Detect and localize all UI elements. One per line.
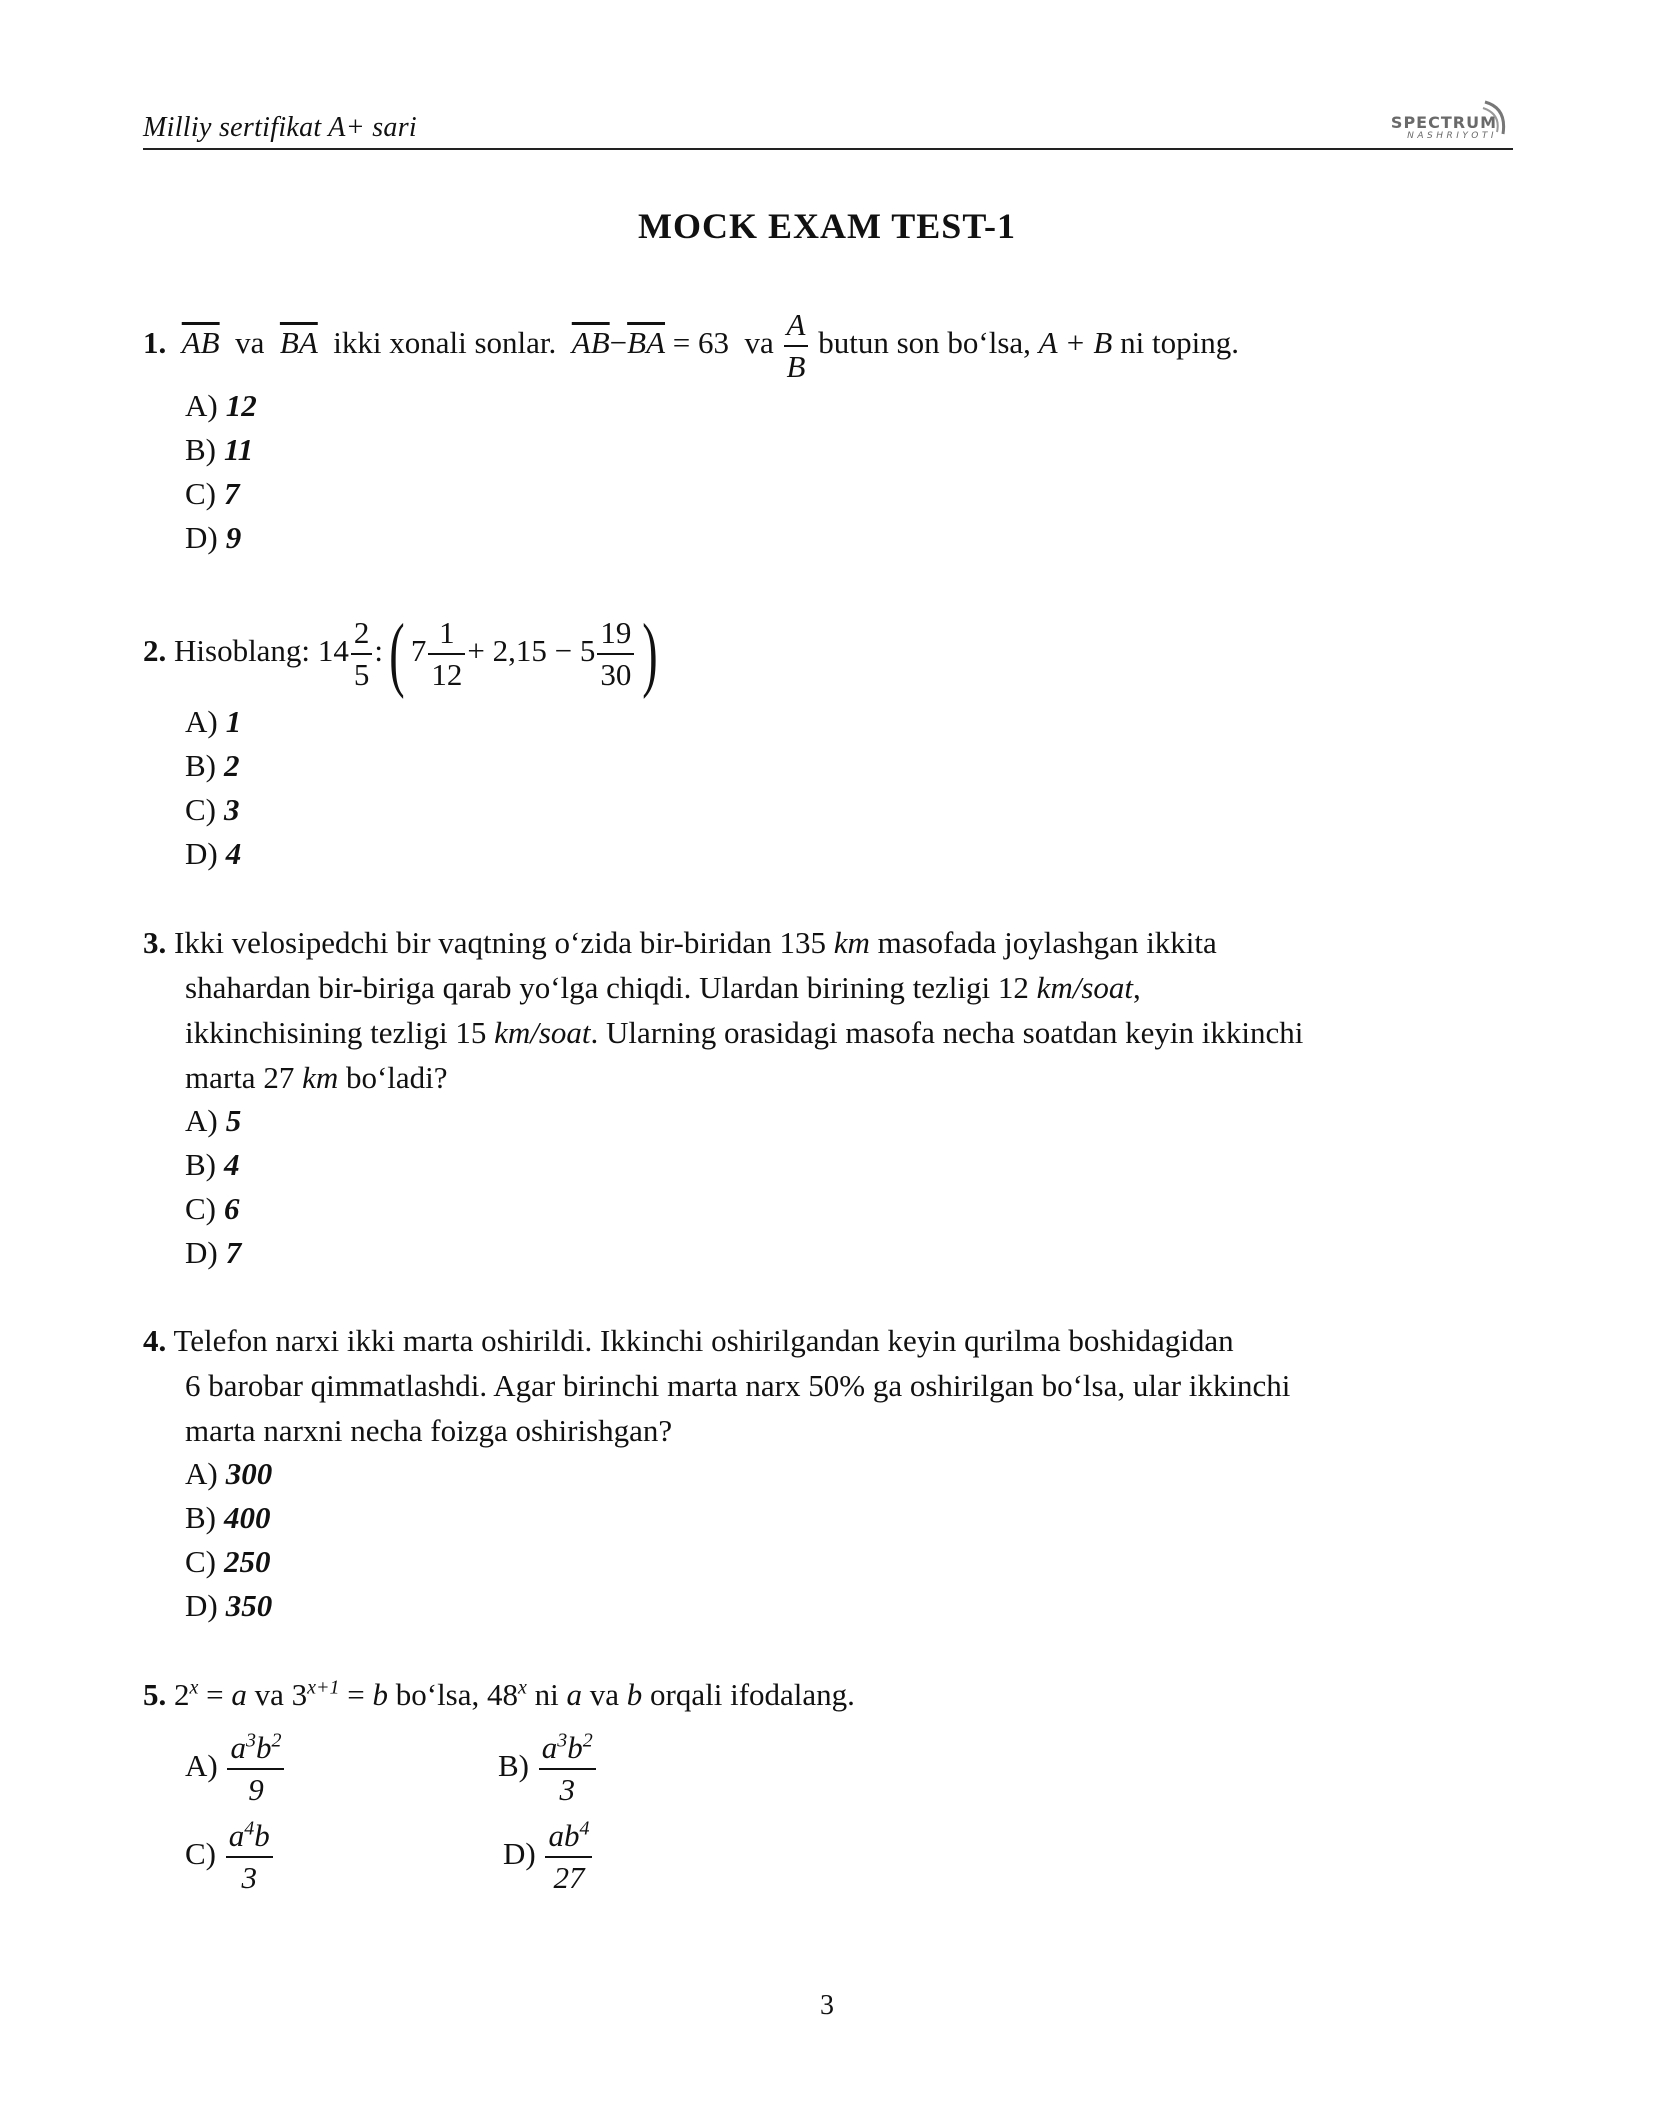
option-value: 2 xyxy=(224,748,240,783)
option-label: A) xyxy=(185,1456,218,1491)
q5-option-d[interactable] xyxy=(503,1816,594,1898)
base-3: 3 xyxy=(291,1677,308,1712)
option-label: C) xyxy=(185,1191,216,1226)
exponent: 2 xyxy=(271,1729,282,1752)
colon-sign: : xyxy=(374,633,383,669)
term: b xyxy=(255,1730,272,1765)
option-label: C) xyxy=(185,1836,216,1872)
whole-14: 14 xyxy=(317,633,349,669)
option-value: 12 xyxy=(225,388,257,423)
question-line-3 xyxy=(143,1010,1523,1055)
exponent: 4 xyxy=(579,1817,590,1840)
option-value: 300 xyxy=(225,1456,273,1491)
fraction-denominator: 30 xyxy=(600,657,632,692)
question-line-2: 6 barobar qimmatlashdi. Agar birinchi marta narx 50% ga oshirilgan bo‘lsa, ular ikkinchi xyxy=(185,1368,1291,1403)
question-5 xyxy=(143,1672,1523,1717)
var-b: b xyxy=(372,1677,388,1712)
text-va-2: va xyxy=(744,325,774,361)
question-line-2 xyxy=(143,965,1523,1010)
option-label: B) xyxy=(185,1147,216,1182)
overline-ab-2: $\overline{AB}$ xyxy=(571,325,610,361)
question-text: bo‘lsa, 48 xyxy=(395,1677,519,1712)
fraction-1-12 xyxy=(428,613,465,695)
question-text: orqali ifodalang. xyxy=(650,1677,855,1712)
fraction-numerator xyxy=(539,1728,596,1770)
option-label: C) xyxy=(185,792,216,827)
unit-km-soat: km/soat xyxy=(1036,970,1134,1005)
term: ab xyxy=(548,1818,580,1853)
question-number: 3. xyxy=(143,925,167,960)
minus-sign: − xyxy=(609,325,628,361)
whole-7: 7 xyxy=(410,633,427,669)
option-value: 7 xyxy=(225,1235,242,1270)
option-fraction xyxy=(226,1816,273,1898)
option-label: A) xyxy=(185,1748,218,1784)
fraction-numerator: 19 xyxy=(597,613,634,655)
unit-km-soat: km/soat xyxy=(494,1015,591,1050)
option-value: 6 xyxy=(224,1191,240,1226)
option-label: D) xyxy=(503,1836,536,1872)
left-paren: ( xyxy=(389,607,405,700)
question-line-4 xyxy=(143,1055,1523,1100)
option-label: B) xyxy=(185,1500,216,1535)
question-text-2: butun son bo‘lsa, xyxy=(818,325,1031,361)
q2-option-c[interactable] xyxy=(185,787,240,832)
q3-option-d[interactable] xyxy=(185,1230,241,1275)
question-number: 5. xyxy=(143,1677,167,1712)
option-label: A) xyxy=(185,388,218,423)
overline-ba: $\overline{BA}$ xyxy=(279,325,318,361)
line-text: Ikki velosipedchi bir vaqtning o‘zida bir-biridan 135 xyxy=(174,925,826,960)
fraction-denominator: 3 xyxy=(241,1860,257,1895)
publisher-logo xyxy=(1391,114,1497,142)
question-text: Hisoblang: xyxy=(174,633,311,669)
exponent: 2 xyxy=(582,1729,593,1752)
question-2 xyxy=(143,607,1523,700)
fraction-numerator: 1 xyxy=(428,613,465,655)
equals-63: = 63 xyxy=(672,325,729,361)
option-label: A) xyxy=(185,1103,218,1138)
equals-sign: = xyxy=(347,1677,365,1712)
middle-expression: + 2,15 − 5 xyxy=(467,633,596,669)
line-text: ikkinchisining tezligi 15 xyxy=(185,1015,487,1050)
option-label: B) xyxy=(185,748,216,783)
q1-option-c[interactable] xyxy=(185,471,240,516)
option-label: D) xyxy=(185,1235,218,1270)
q3-option-c[interactable] xyxy=(185,1186,240,1231)
line-text: . Ularning orasidagi masofa necha soatdan keyin ikkinchi xyxy=(590,1015,1304,1050)
q2-option-d[interactable] xyxy=(185,831,241,876)
fraction-19-30 xyxy=(597,613,634,695)
fraction-numerator: A xyxy=(784,305,809,347)
line-text: marta 27 xyxy=(185,1060,295,1095)
option-label: D) xyxy=(185,520,218,555)
option-value: 250 xyxy=(224,1544,271,1579)
option-label: C) xyxy=(185,476,216,511)
option-value: 7 xyxy=(224,476,240,511)
line-text: bo‘ladi? xyxy=(345,1060,448,1095)
question-number: 4. xyxy=(143,1323,167,1358)
question-line-1 xyxy=(143,1318,1523,1363)
option-label: D) xyxy=(185,1588,218,1623)
fraction-denominator: 27 xyxy=(553,1860,585,1895)
option-fraction xyxy=(227,1728,284,1810)
q3-option-a[interactable] xyxy=(185,1098,241,1143)
logo-arc-icon xyxy=(1481,100,1511,138)
fraction-a-over-b xyxy=(784,305,809,387)
q4-option-d[interactable] xyxy=(185,1583,272,1628)
line-text: Telefon narxi ikki marta oshirildi. Ikkinchi oshirilgandan keyin qurilma boshidagidan xyxy=(173,1323,1234,1358)
q5-option-a[interactable] xyxy=(185,1728,286,1810)
option-label: A) xyxy=(185,704,218,739)
question-4 xyxy=(143,1318,1523,1453)
question-number: 2. xyxy=(143,633,167,669)
term: a xyxy=(541,1730,558,1765)
exponent-x-plus-1: x+1 xyxy=(307,1676,340,1699)
q1-option-d[interactable] xyxy=(185,515,241,560)
fraction-denominator: B xyxy=(786,349,806,384)
var-b: b xyxy=(626,1677,643,1712)
overline-ba-2: $\overline{BA}$ xyxy=(627,325,666,361)
page-title: MOCK EXAM TEST-1 xyxy=(637,206,1017,246)
option-label: B) xyxy=(498,1748,529,1784)
exponent: 3 xyxy=(557,1729,568,1752)
question-line-3: marta narxni necha foizga oshirishgan? xyxy=(185,1413,673,1448)
term: a xyxy=(228,1818,245,1853)
q4-option-b[interactable] xyxy=(185,1495,271,1540)
exponent-x: x xyxy=(189,1676,199,1699)
option-value: 9 xyxy=(225,520,242,555)
option-value: 400 xyxy=(224,1500,271,1535)
option-value: 350 xyxy=(225,1588,273,1623)
option-label: C) xyxy=(185,1544,216,1579)
option-value: 11 xyxy=(224,432,254,467)
header-title: Milliy sertifikat A+ sari xyxy=(143,112,417,143)
option-label: D) xyxy=(185,836,218,871)
unit-km: km xyxy=(302,1060,339,1095)
q1-option-b[interactable] xyxy=(185,427,253,472)
line-text: shahardan bir-biriga qarab yo‘lga chiqdi. Ulardan birining tezligi 12 xyxy=(185,970,1029,1005)
exponent-x: x xyxy=(518,1676,527,1699)
exponent: 3 xyxy=(245,1729,256,1752)
page-number: 3 xyxy=(820,1990,834,2021)
line-text: , xyxy=(1133,970,1141,1005)
option-value: 4 xyxy=(225,836,242,871)
right-paren: ) xyxy=(642,607,659,700)
fraction-denominator: 5 xyxy=(353,657,370,692)
q1-option-a[interactable] xyxy=(185,383,257,428)
q5-option-b[interactable] xyxy=(498,1728,598,1810)
exponent: 4 xyxy=(244,1817,255,1840)
equals-sign: = xyxy=(206,1677,224,1712)
text-ni: ni xyxy=(534,1677,559,1712)
term: b xyxy=(254,1818,270,1853)
a-plus-b: A + B xyxy=(1038,325,1113,361)
q3-option-b[interactable] xyxy=(185,1142,240,1187)
logo-name: SPECTRUM xyxy=(1390,113,1497,132)
option-value: 1 xyxy=(225,704,242,739)
fraction-numerator: 2 xyxy=(351,613,373,655)
base-2: 2 xyxy=(174,1677,190,1712)
fraction-numerator xyxy=(226,1816,273,1858)
fraction-2-5 xyxy=(351,613,373,695)
option-value: 3 xyxy=(224,792,240,827)
option-value: 5 xyxy=(225,1103,242,1138)
fraction-numerator xyxy=(227,1728,284,1770)
q4-option-c[interactable] xyxy=(185,1539,271,1584)
var-a: a xyxy=(566,1677,583,1712)
term: b xyxy=(567,1730,583,1765)
fraction-denominator: 3 xyxy=(559,1772,575,1807)
q2-option-b[interactable] xyxy=(185,743,240,788)
option-fraction xyxy=(539,1728,596,1810)
unit-km: km xyxy=(833,925,870,960)
q5-option-c[interactable] xyxy=(185,1816,275,1898)
text-va: va xyxy=(235,325,265,361)
text-va: va xyxy=(254,1677,284,1712)
option-label: B) xyxy=(185,432,216,467)
question-3 xyxy=(143,920,1523,1100)
q4-option-a[interactable] xyxy=(185,1451,272,1496)
page-header xyxy=(143,100,1513,150)
term: a xyxy=(230,1730,246,1765)
option-fraction xyxy=(545,1816,592,1898)
fraction-numerator xyxy=(545,1816,592,1858)
var-a: a xyxy=(231,1677,247,1712)
fraction-denominator: 9 xyxy=(248,1772,264,1807)
question-number: 1. xyxy=(143,325,167,361)
question-text-3: ni toping. xyxy=(1120,325,1239,361)
question-1 xyxy=(143,305,1523,387)
fraction-denominator: 12 xyxy=(431,657,463,692)
question-line-1 xyxy=(143,920,1523,965)
q2-option-a[interactable] xyxy=(185,699,241,744)
logo-subtitle: NASHRIYOTI xyxy=(1407,131,1497,141)
question-text: ikki xonali sonlar. xyxy=(333,325,557,361)
line-text: masofada joylashgan ikkita xyxy=(877,925,1217,960)
option-value: 4 xyxy=(224,1147,240,1182)
overline-ab: $\overline{AB}$ xyxy=(181,325,220,361)
text-va: va xyxy=(589,1677,620,1712)
